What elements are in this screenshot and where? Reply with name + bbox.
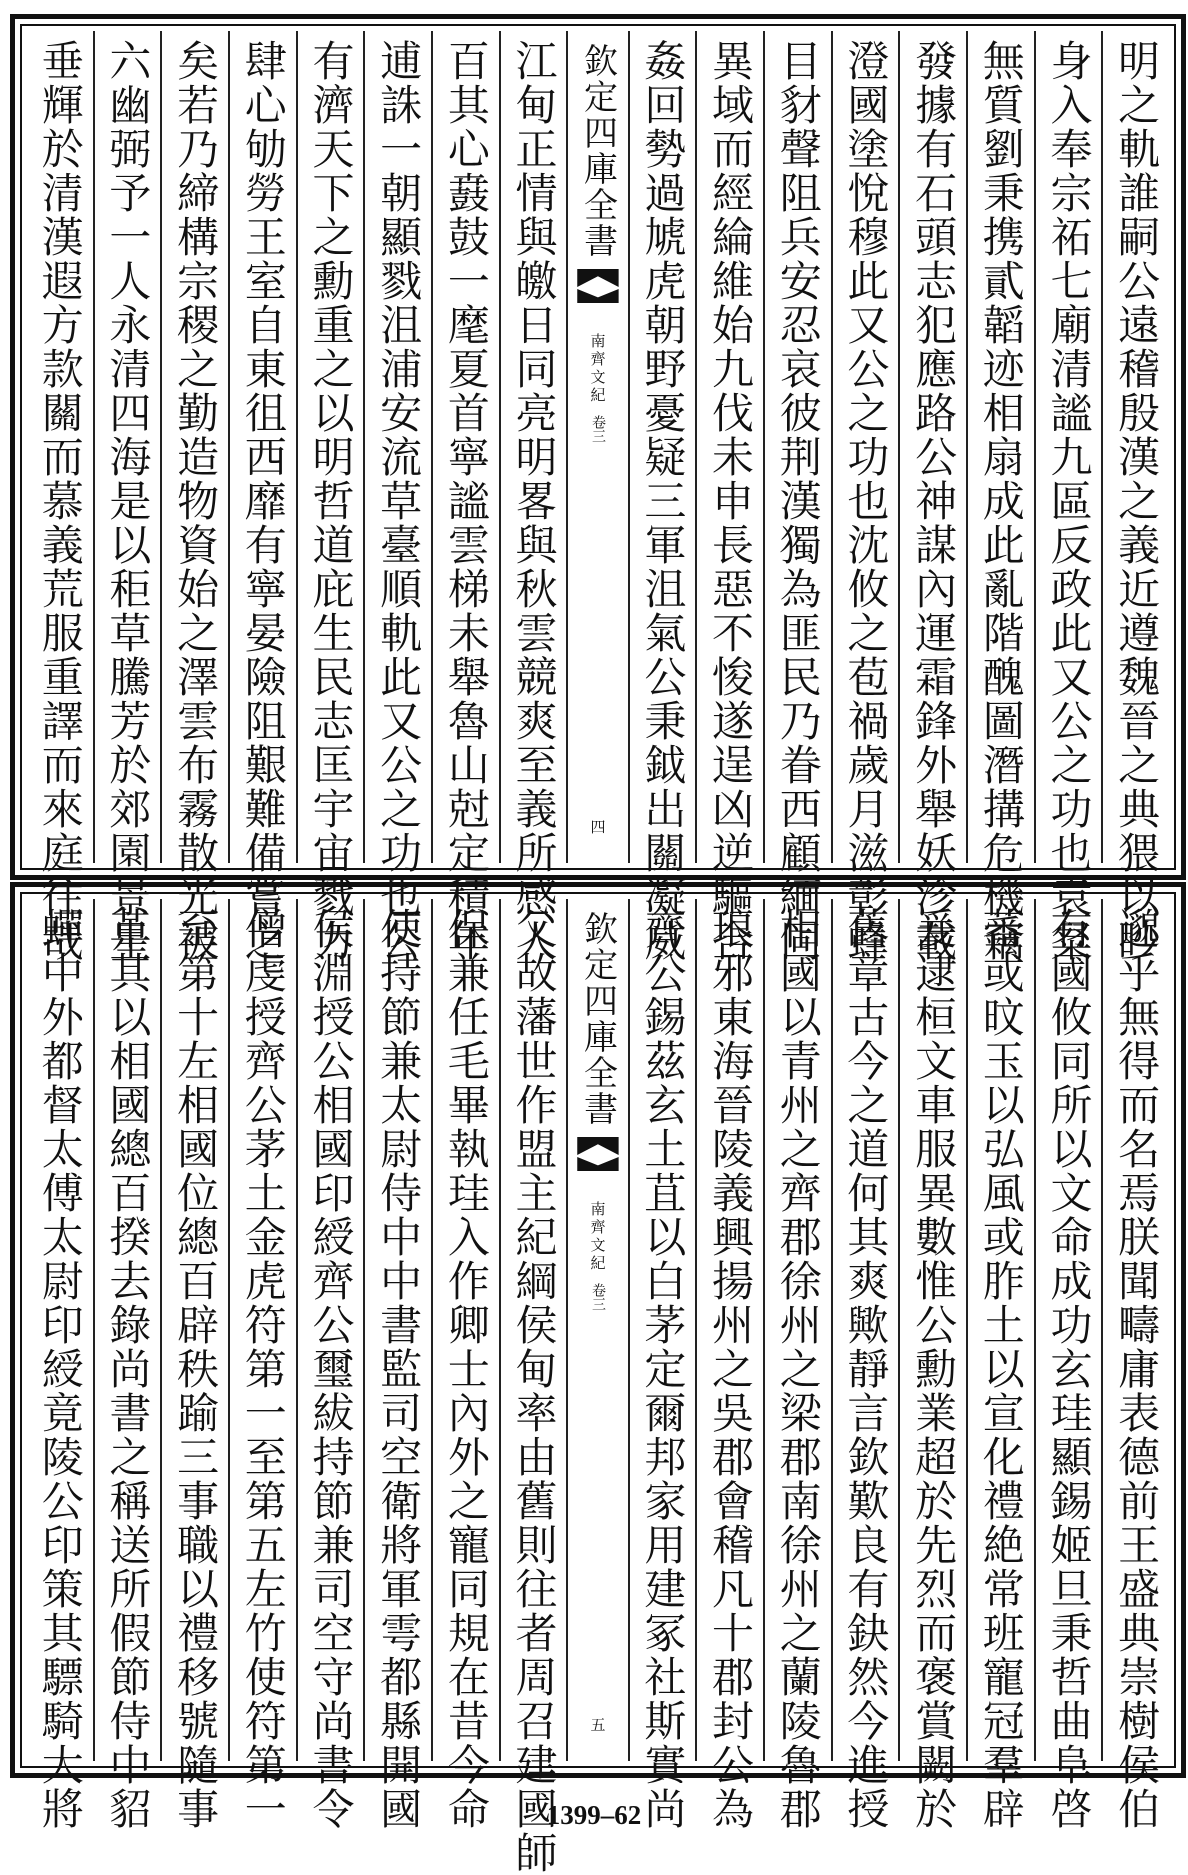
text-column bbox=[499, 899, 567, 1875]
text-column bbox=[431, 899, 499, 1831]
column-text: 澄國塗悅穆此又公之功也沈攸之苞禍歲月滋彰蜂 bbox=[841, 39, 891, 963]
center-fold bbox=[566, 899, 627, 1761]
column-text: 有國攸同所以文命成功玄珪顯錫姬旦秉哲曲阜啓 bbox=[1044, 907, 1094, 1831]
text-column bbox=[763, 31, 831, 963]
text-column bbox=[431, 31, 499, 963]
leaf-number: 五 bbox=[590, 1716, 606, 1734]
text-column bbox=[1034, 31, 1102, 963]
text-column bbox=[966, 899, 1034, 1831]
text-column bbox=[228, 899, 296, 1831]
text-column bbox=[228, 31, 296, 963]
column-text: 六幽弼予一人永清四海是以秬草騰芳於郊園景星 bbox=[103, 39, 153, 963]
book-title: 南齊文紀 bbox=[588, 333, 607, 405]
column-text: 明之軌誰嗣公遠稽殷漢之義近遵魏晉之典猥以眇 bbox=[1112, 39, 1162, 963]
text-column bbox=[296, 899, 364, 1831]
volume-label: 卷三 bbox=[589, 1283, 606, 1311]
column-text: 異域而經綸維始九伐未申長惡不悛遂逞凶逆驅合 bbox=[706, 39, 756, 963]
page-code: 1399–62 bbox=[546, 1800, 642, 1830]
volume-label: 卷三 bbox=[589, 415, 606, 443]
text-column bbox=[160, 31, 228, 963]
column-text: 爰逮桓文車服異數惟公勳業超於先烈而褒賞闕於 bbox=[909, 907, 959, 1831]
text-column bbox=[966, 31, 1034, 963]
column-text: 百其心鼖鼓一麾夏首寧謐雲梯未舉魯山尅定積年 bbox=[441, 39, 491, 963]
text-column bbox=[363, 899, 431, 1831]
column-text: 父故藩世作盟主紀綱侯甸率由舊則往者周召建國師 bbox=[509, 907, 559, 1875]
column-text: 江甸正情與皦日同亮明畧與秋雲競爽至義所感人 bbox=[509, 39, 559, 963]
text-column bbox=[499, 31, 567, 963]
column-text: 保兼任毛畢執珪入作卿士內外之寵同規在昔今命 bbox=[441, 907, 491, 1831]
text-column bbox=[695, 31, 763, 963]
column-text: 垂輝於清漢遐方款關而慕義荒服重譯而來庭往哉 bbox=[35, 39, 85, 963]
text-column bbox=[898, 31, 966, 963]
center-fold bbox=[566, 31, 627, 863]
column-text: 有濟天下之勳重之以明哲道庇生民志匡宇宙戮力 bbox=[306, 39, 356, 963]
column-text: 齊公錫茲玄土苴以白茅定爾邦家用建冢社斯實尚 bbox=[638, 907, 688, 1831]
text-column bbox=[93, 899, 161, 1831]
column-text: 蕃或旼玉以弘風或胙土以宣化禮絶常班寵冠羣辟 bbox=[976, 907, 1026, 1831]
column-text: 琅邪東海晉陵義興揚州之吳郡會稽凡十郡封公為 bbox=[706, 907, 756, 1831]
book-series-title: 欽定四庫全書 bbox=[577, 43, 618, 259]
column-text: 舊章古今之道何其爽歟靜言欽歎良有鈌然今進授 bbox=[841, 907, 891, 1831]
column-text: 矣若乃締構宗稷之勤造物資始之澤雲布霧散光被 bbox=[171, 39, 221, 963]
column-text: 蟬中外都督太傅太尉印綬竟陵公印策其驃騎大將 bbox=[35, 907, 85, 1831]
text-column bbox=[363, 31, 431, 963]
text-column bbox=[93, 31, 161, 963]
text-column bbox=[27, 31, 93, 963]
leaf-number: 四 bbox=[590, 818, 606, 836]
fishtail-mark-icon bbox=[577, 269, 618, 303]
fishtail-mark-icon bbox=[577, 1137, 618, 1171]
column-text: 姦回勢過虓虎朝野憂疑三軍沮氣公秉鉞出關凝威 bbox=[638, 39, 688, 963]
column-text: 肆心劬勞王室自東徂西靡有寧晏險阻艱難備嘗之 bbox=[238, 39, 288, 963]
text-column bbox=[160, 899, 228, 1831]
text-column bbox=[27, 899, 93, 1831]
text-column bbox=[628, 31, 696, 963]
column-text: 身入奉宗祏七廟清謐九區反政此又公之功也袁粲 bbox=[1044, 39, 1094, 963]
text-column bbox=[1101, 31, 1169, 963]
column-text: 發據有石頭志犯應路公神謀內運霜鋒外舉妖沴載 bbox=[909, 39, 959, 963]
text-column bbox=[831, 31, 899, 963]
column-text: 無質劉秉携貳韜迹相扇成此亂階醜圖潛搆危機竊 bbox=[976, 39, 1026, 963]
text-column bbox=[831, 899, 899, 1831]
column-text: 相國以青州之齊郡徐州之梁郡南徐州之蘭陵魯郡 bbox=[773, 907, 823, 1831]
column-text: 逋誅一朝顯戮沮浦安流草臺順軌此又公之功也公 bbox=[374, 39, 424, 963]
text-column bbox=[1034, 899, 1102, 1831]
column-text: 革其以相國總百揆去錄尚書之稱送所假節侍中貂 bbox=[103, 907, 153, 1831]
text-column bbox=[1101, 899, 1169, 1831]
text-column bbox=[898, 899, 966, 1831]
column-text: 侯淵授公相國印綬齊公璽紱持節兼司空守尚書令 bbox=[306, 907, 356, 1831]
text-column bbox=[628, 899, 696, 1831]
upper-page bbox=[10, 14, 1186, 963]
text-column bbox=[695, 899, 763, 1831]
text-column bbox=[763, 899, 831, 1831]
column-text: 目豺聲阻兵安忍哀彼荆漢獨為匪民乃眷西顧緬同 bbox=[773, 39, 823, 963]
column-text: 邈乎無得而名焉朕聞疇庸表德前王盛典崇樹侯伯 bbox=[1112, 907, 1162, 1831]
book-series-title: 欽定四庫全書 bbox=[577, 911, 618, 1127]
text-column bbox=[296, 31, 364, 963]
column-text: 至第十左相國位總百辟秩踰三事職以禮移號隨事 bbox=[171, 907, 221, 1831]
column-text: 僧虔授齊公茅土金虎符第一至第五左竹使符第一 bbox=[238, 907, 288, 1831]
column-text: 使持節兼太尉侍中中書監司空衛將軍雩都縣開國 bbox=[374, 907, 424, 1831]
book-title: 南齊文紀 bbox=[588, 1201, 607, 1273]
